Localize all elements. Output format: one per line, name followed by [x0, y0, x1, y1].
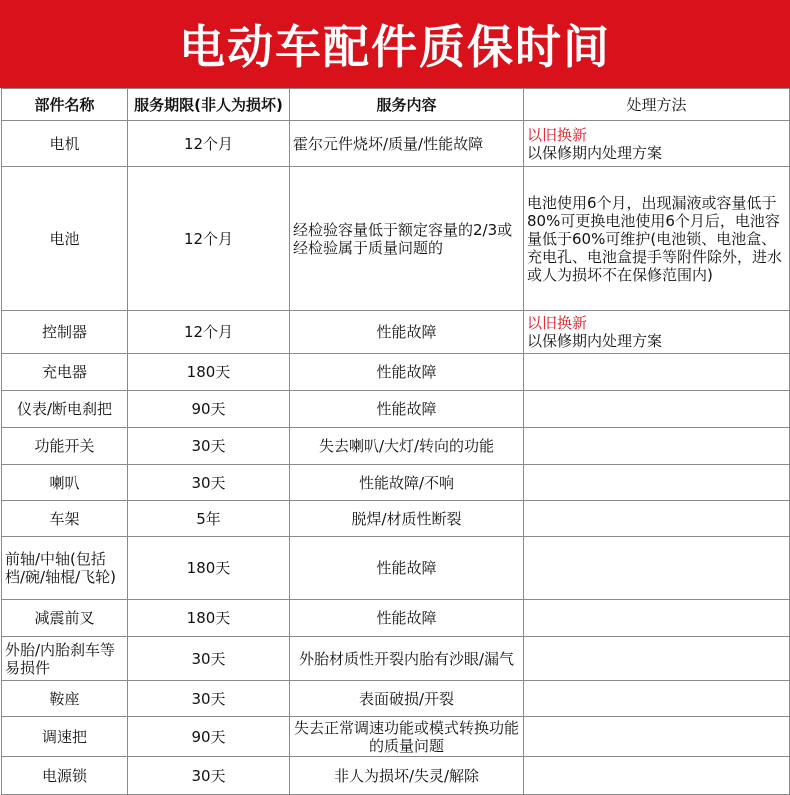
- service-period: 90天: [128, 391, 290, 428]
- table-row: [2, 501, 790, 537]
- table-row: [2, 637, 790, 681]
- service-content: 脱焊/材质性断裂: [290, 501, 524, 537]
- table-row: [2, 600, 790, 637]
- handling-method: [524, 121, 790, 167]
- service-content: 表面破损/开裂: [290, 681, 524, 717]
- part-name: 外胎/内胎刹车等易损件: [2, 637, 128, 681]
- service-period: 12个月: [128, 311, 290, 354]
- table-row: [2, 311, 790, 354]
- service-content: 失去喇叭/大灯/转向的功能: [290, 428, 524, 465]
- handling-method: [524, 537, 790, 600]
- header-handling-method: 处理方法: [524, 89, 790, 121]
- service-period: 12个月: [128, 121, 290, 167]
- service-content: 外胎材质性开裂内胎有沙眼/漏气: [290, 637, 524, 681]
- table-row: [2, 167, 790, 311]
- method-text: 电池使用6个月，出现漏液或容量低于80%可更换电池使用6个月后，电池容量低于60%可维护(电池锁、电池盒、充电孔、电池盒提手等附件除外，进水或人为损坏不在保修范围内): [527, 193, 783, 284]
- method-highlight: 以旧换新: [527, 314, 588, 332]
- part-name: 仪表/断电刹把: [2, 391, 128, 428]
- handling-method: [524, 311, 790, 354]
- table-row: [2, 681, 790, 717]
- service-period: 180天: [128, 537, 290, 600]
- service-content: 非人为损坏/失灵/解除: [290, 757, 524, 795]
- table-row: [2, 757, 790, 795]
- table-header-row: [2, 89, 790, 121]
- table-row: [2, 465, 790, 501]
- service-content: 经检验容量低于额定容量的2/3或经检验属于质量问题的: [290, 167, 524, 311]
- part-name: 电池: [2, 167, 128, 311]
- part-name: 充电器: [2, 354, 128, 391]
- service-content: 性能故障: [290, 354, 524, 391]
- service-period: 30天: [128, 428, 290, 465]
- handling-method: [524, 757, 790, 795]
- handling-method: [524, 717, 790, 757]
- service-period: 30天: [128, 637, 290, 681]
- service-content: 性能故障: [290, 600, 524, 637]
- header-service-content: 服务内容: [290, 89, 524, 121]
- table-row: [2, 717, 790, 757]
- table-row: [2, 354, 790, 391]
- handling-method: [524, 167, 790, 311]
- service-period: 12个月: [128, 167, 290, 311]
- handling-method: [524, 681, 790, 717]
- service-content: 性能故障/不响: [290, 465, 524, 501]
- part-name: 减震前叉: [2, 600, 128, 637]
- service-content: 性能故障: [290, 391, 524, 428]
- header-part-name: 部件名称: [2, 89, 128, 121]
- method-text: 以保修期内处理方案: [527, 143, 663, 162]
- service-period: 30天: [128, 757, 290, 795]
- service-period: 30天: [128, 465, 290, 501]
- service-period: 180天: [128, 600, 290, 637]
- handling-method: [524, 465, 790, 501]
- part-name: 喇叭: [2, 465, 128, 501]
- service-period: 180天: [128, 354, 290, 391]
- part-name: 前轴/中轴(包括档/碗/轴棍/飞轮): [2, 537, 128, 600]
- page-title: 电动车配件质保时间: [0, 0, 790, 88]
- service-content: 霍尔元件烧坏/质量/性能故障: [290, 121, 524, 167]
- header-service-period: 服务期限(非人为损坏): [128, 89, 290, 121]
- table-row: [2, 537, 790, 600]
- service-content: 失去正常调速功能或模式转换功能的质量问题: [290, 717, 524, 757]
- part-name: 鞍座: [2, 681, 128, 717]
- handling-method: [524, 428, 790, 465]
- service-content: 性能故障: [290, 311, 524, 354]
- handling-method: [524, 391, 790, 428]
- service-period: 90天: [128, 717, 290, 757]
- part-name: 控制器: [2, 311, 128, 354]
- handling-method: [524, 354, 790, 391]
- part-name: 功能开关: [2, 428, 128, 465]
- table-row: [2, 391, 790, 428]
- table-row: [2, 121, 790, 167]
- service-period: 5年: [128, 501, 290, 537]
- service-content: 性能故障: [290, 537, 524, 600]
- part-name: 车架: [2, 501, 128, 537]
- part-name: 电源锁: [2, 757, 128, 795]
- warranty-table: [1, 88, 790, 795]
- handling-method: [524, 637, 790, 681]
- handling-method: [524, 501, 790, 537]
- handling-method: [524, 600, 790, 637]
- table-row: [2, 428, 790, 465]
- service-period: 30天: [128, 681, 290, 717]
- method-text: 以保修期内处理方案: [527, 332, 663, 350]
- part-name: 电机: [2, 121, 128, 167]
- method-highlight: 以旧换新: [527, 125, 588, 144]
- part-name: 调速把: [2, 717, 128, 757]
